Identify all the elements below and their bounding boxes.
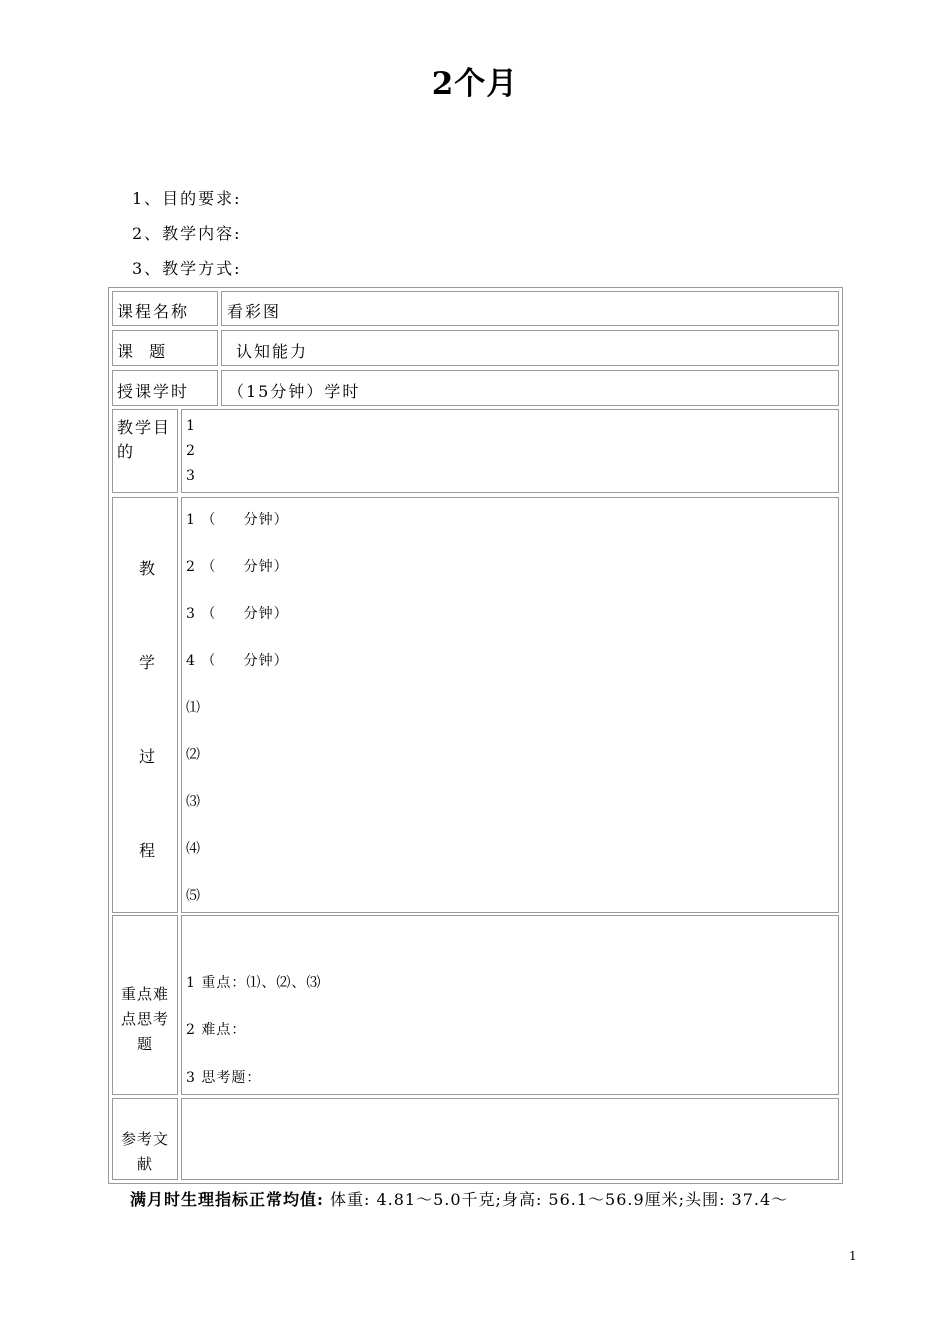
lesson-plan-table: [108, 287, 843, 1184]
course-name-label-cell: [112, 291, 218, 326]
footer-text: 体重: 4.81～5.0千克;身高: 56.1～56.9厘米;头围: 37.4～: [323, 1190, 789, 1209]
process-step-2: 2 （ 分钟）: [186, 559, 289, 575]
process-subitem-3: ⑶: [186, 794, 201, 810]
page-title: 2个月: [431, 66, 519, 102]
topic-label: 课 题: [117, 342, 168, 361]
intro-content: 2、教学内容:: [132, 224, 242, 243]
course-name-value: 看彩图: [227, 302, 282, 321]
process-subitem-1: ⑴: [186, 700, 201, 716]
process-subitem-4: ⑷: [186, 841, 201, 857]
hours-label-cell: [112, 370, 218, 406]
keypoints-line-2: 2 难点：: [186, 1022, 247, 1038]
intro-method: 3、教学方式:: [132, 259, 242, 278]
process-char-4: 程: [139, 841, 158, 860]
hours-value-cell: [221, 370, 839, 406]
goal-label-cell: [112, 409, 178, 493]
topic-value: 认知能力: [236, 342, 309, 361]
keypoints-line-1: 1 重点：⑴、⑵、⑶: [186, 975, 322, 991]
process-step-1: 1 （ 分钟）: [186, 512, 289, 528]
topic-value-cell: [221, 330, 839, 366]
process-label-cell: [112, 497, 178, 913]
process-step-4: 4 （ 分钟）: [186, 653, 289, 669]
course-name-value-cell: [221, 291, 839, 326]
goal-label: 教学目的: [117, 418, 172, 461]
keypoints-line-3: 3 思考题：: [186, 1070, 262, 1086]
goal-line-3: 3: [186, 468, 196, 484]
page-number: 1: [849, 1249, 857, 1263]
goal-value-cell: [181, 409, 839, 493]
process-value-cell: [181, 497, 839, 913]
keypoints-label-cell: [112, 915, 178, 1095]
hours-value: （15分钟）学时: [228, 382, 361, 401]
process-subitem-2: ⑵: [186, 747, 201, 763]
topic-label-cell: [112, 330, 218, 366]
process-step-3: 3 （ 分钟）: [186, 606, 289, 622]
intro-objectives: 1、目的要求:: [132, 189, 242, 208]
process-subitem-5: ⑸: [186, 888, 201, 904]
keypoints-value-cell: [181, 915, 839, 1095]
process-char-2: 学: [139, 653, 158, 672]
course-name-label: 课程名称: [117, 302, 190, 321]
process-char-3: 过: [139, 747, 158, 766]
keypoints-label: 重点难点思考题: [120, 985, 169, 1053]
footer-label: 满月时生理指标正常均值:: [130, 1190, 324, 1209]
hours-label: 授课学时: [117, 382, 190, 401]
goal-line-1: 1: [186, 418, 196, 434]
process-char-1: 教: [139, 559, 158, 578]
reference-value-cell: [181, 1098, 839, 1180]
footer-note: [130, 1187, 788, 1210]
reference-label: 参考文献: [120, 1130, 169, 1173]
reference-label-cell: [112, 1098, 178, 1180]
goal-line-2: 2: [186, 443, 196, 459]
